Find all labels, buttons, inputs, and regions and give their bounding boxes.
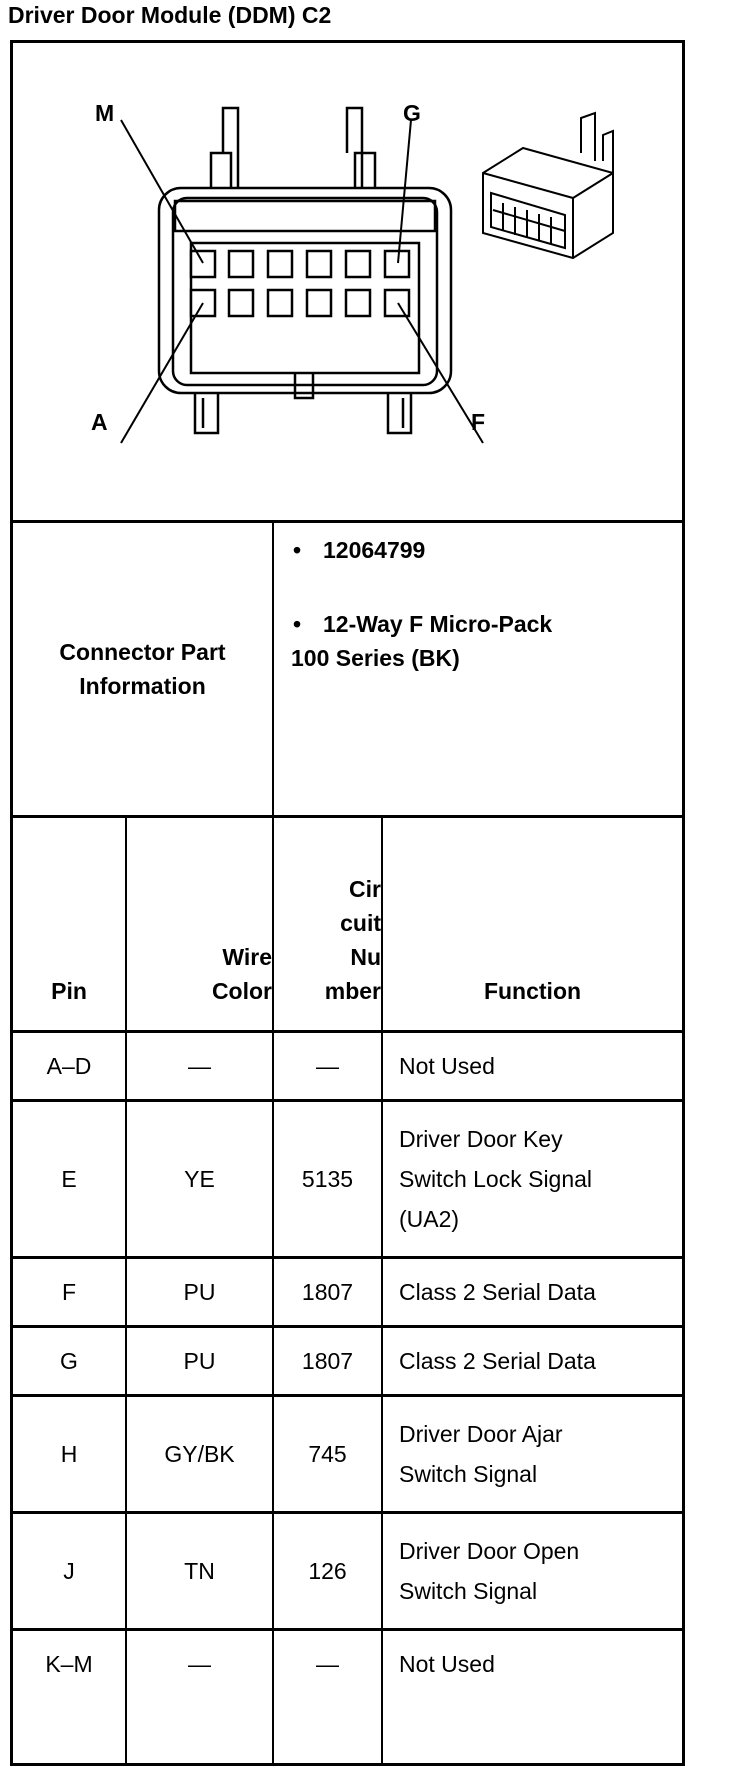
header-function: Function <box>483 978 582 1004</box>
header-wire-color <box>127 818 272 1030</box>
pin-cell: E <box>61 1166 77 1192</box>
pin-label-m: M <box>95 100 115 126</box>
function-line: Class 2 Serial Data <box>399 1279 596 1305</box>
function-cell <box>383 1631 682 1697</box>
pin-label-a: A <box>91 409 108 435</box>
wire-color-cell: — <box>188 1651 211 1677</box>
wire-color-cell: GY/BK <box>164 1441 235 1467</box>
bullet-icon: • <box>293 611 302 637</box>
circuit-cell: 745 <box>308 1441 347 1467</box>
header-circuit-number <box>274 818 381 1030</box>
function-cell <box>383 1259 682 1325</box>
connector-desc-line1: 12-Way F Micro-Pack <box>323 611 553 637</box>
circuit-cell: — <box>316 1053 339 1079</box>
part-number: 12064799 <box>323 537 426 563</box>
function-line: Switch Signal <box>399 1461 538 1487</box>
header-circ-line3: Nu <box>350 944 381 970</box>
function-line: Driver Door Key <box>399 1126 563 1152</box>
pin-label-g: G <box>403 100 421 126</box>
pin-cell: K–M <box>45 1651 93 1677</box>
pin-cell: H <box>60 1441 78 1467</box>
wire-color-cell: YE <box>184 1166 215 1192</box>
header-wire-line1: Wire <box>222 944 272 970</box>
function-cell <box>383 1328 682 1394</box>
pin-cell: G <box>60 1348 78 1374</box>
function-cell <box>383 1514 682 1628</box>
function-line: Not Used <box>399 1651 495 1677</box>
function-cell <box>383 1102 682 1256</box>
header-circ-line4: mber <box>324 978 381 1004</box>
connector-thumbnail-icon <box>483 113 613 258</box>
circuit-cell: 1807 <box>301 1279 354 1305</box>
connector-label-line2: Information <box>79 673 206 699</box>
pin-cell: J <box>63 1558 75 1584</box>
connector-part-info-label <box>13 523 272 815</box>
function-line: Driver Door Open <box>399 1538 580 1564</box>
connector-label-line1: Connector Part <box>59 639 226 665</box>
circuit-cell: 1807 <box>301 1348 354 1374</box>
wire-color-cell: TN <box>184 1558 215 1584</box>
function-line: Switch Signal <box>399 1578 538 1604</box>
function-line: Not Used <box>399 1053 495 1079</box>
header-circ-line2: cuit <box>340 910 381 936</box>
function-cell <box>383 1397 682 1511</box>
function-line: (UA2) <box>399 1206 460 1232</box>
function-line: Switch Lock Signal <box>399 1166 593 1192</box>
function-line: Driver Door Ajar <box>399 1421 563 1447</box>
pin-cell: A–D <box>46 1053 92 1079</box>
function-line: Class 2 Serial Data <box>399 1348 596 1374</box>
header-pin: Pin <box>51 978 87 1004</box>
connector-diagram <box>13 43 682 523</box>
connector-desc-line2: 100 Series (BK) <box>291 645 460 671</box>
connector-table <box>10 40 685 1766</box>
pin-cell: F <box>61 1279 77 1305</box>
circuit-cell: 126 <box>308 1558 347 1584</box>
wire-color-cell: — <box>188 1053 211 1079</box>
bullet-icon: • <box>293 537 302 563</box>
circuit-cell: — <box>316 1651 339 1677</box>
wire-color-cell: PU <box>183 1279 216 1305</box>
header-circ-line1: Cir <box>349 876 381 902</box>
header-wire-line2: Color <box>211 978 272 1004</box>
connector-part-details <box>283 533 552 675</box>
wire-color-cell: PU <box>183 1348 216 1374</box>
function-cell <box>383 1033 682 1099</box>
pin-label-f: F <box>471 409 486 435</box>
page-title: Driver Door Module (DDM) C2 <box>8 2 332 28</box>
circuit-cell: 5135 <box>301 1166 354 1192</box>
